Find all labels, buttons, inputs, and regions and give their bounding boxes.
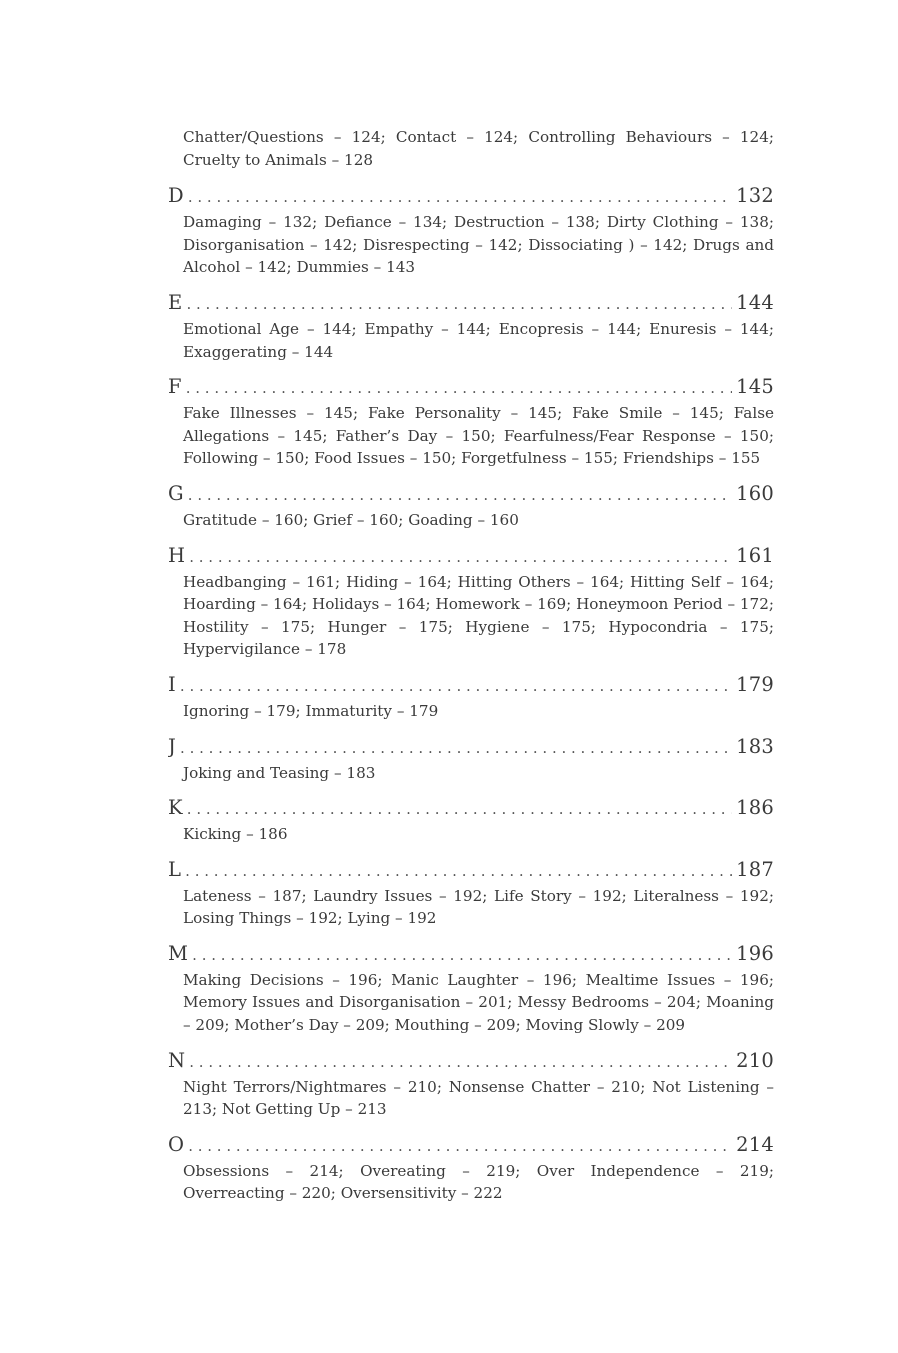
entry-page-number: 132 bbox=[736, 184, 774, 208]
entry-heading bbox=[168, 183, 774, 209]
index-entry-f bbox=[168, 374, 774, 470]
index-entry-g bbox=[168, 481, 774, 532]
entry-heading bbox=[168, 941, 774, 967]
dot-leader bbox=[189, 544, 732, 569]
index-entry-l bbox=[168, 857, 774, 930]
entry-page-number: 214 bbox=[736, 1132, 774, 1156]
entry-topics: Headbanging – 161; Hiding – 164; Hitting Others – 164; Hitting Self – 164; Hoarding – 164; Holidays – 164; Homework – 169; Honeymoon Period – 172; Hostility – 175; Hunger – 175; Hygiene – 175; Hypocondria – 175; Hypervigilance – 178 bbox=[183, 572, 774, 659]
entry-page-number: 145 bbox=[736, 375, 774, 399]
dot-leader bbox=[180, 673, 732, 698]
dot-leader bbox=[188, 482, 732, 507]
entry-letter: J bbox=[168, 734, 177, 758]
entry-heading bbox=[168, 374, 774, 400]
entry-topics: Making Decisions – 196; Manic Laughter – 196; Mealtime Issues – 196; Memory Issues and Disorganisation – 201; Messy Bedrooms – 204; Moaning – 209; Mother’s Day – 209; Mouthing – 209; Moving Slowly – 209 bbox=[183, 970, 774, 1035]
entry-heading bbox=[168, 857, 774, 883]
entry-topics: Emotional Age – 144; Empathy – 144; Encopresis – 144; Enuresis – 144; Exaggerating – 144 bbox=[183, 319, 774, 361]
entry-page-number: 186 bbox=[736, 796, 774, 820]
entry-letter: L bbox=[168, 857, 182, 881]
entry-topics: Fake Illnesses – 145; Fake Personality – 145; Fake Smile – 145; False Allegations – 145; Father’s Day – 150; Fearfulness/Fear Response – 150; Following – 150; Food Issues – 150; Forgetfulness – 155; Friendships – 155 bbox=[183, 404, 774, 468]
entry-letter: F bbox=[168, 375, 182, 399]
index-entry-k bbox=[168, 795, 774, 846]
continuation-topics: Chatter/Questions – 124; Contact – 124; Controlling Behaviours – 124; Cruelty to Animals – 128 bbox=[183, 128, 774, 169]
entry-page-number: 160 bbox=[736, 481, 774, 505]
index-entry-i bbox=[168, 672, 774, 723]
entry-letter: E bbox=[168, 290, 183, 314]
entry-letter: G bbox=[168, 481, 184, 505]
index-page bbox=[168, 126, 774, 1216]
entry-page-number: 161 bbox=[736, 543, 774, 567]
dot-leader bbox=[189, 1049, 732, 1074]
index-entry-d bbox=[168, 183, 774, 279]
entry-letter: O bbox=[168, 1132, 185, 1156]
entry-topics: Joking and Teasing – 183 bbox=[183, 763, 376, 782]
index-entry-o bbox=[168, 1132, 774, 1205]
entry-letter: K bbox=[168, 796, 183, 820]
entry-letter: D bbox=[168, 184, 184, 208]
dot-leader bbox=[188, 1133, 732, 1158]
entry-page-number: 144 bbox=[736, 290, 774, 314]
index-entry-j bbox=[168, 734, 774, 785]
entry-letter: N bbox=[168, 1048, 186, 1072]
dot-leader bbox=[186, 291, 732, 316]
dot-leader bbox=[186, 375, 732, 400]
index-entry-e bbox=[168, 290, 774, 363]
entry-heading bbox=[168, 672, 774, 698]
dot-leader bbox=[187, 796, 732, 821]
entry-topics: Obsessions – 214; Overeating – 219; Over Independence – 219; Overreacting – 220; Oversensitivity – 222 bbox=[183, 1161, 774, 1203]
entry-letter: M bbox=[168, 941, 189, 965]
entry-page-number: 210 bbox=[736, 1048, 774, 1072]
entry-topics: Gratitude – 160; Grief – 160; Goading – 160 bbox=[183, 510, 519, 529]
index-entry-n bbox=[168, 1048, 774, 1121]
entry-heading bbox=[168, 795, 774, 821]
entry-heading bbox=[168, 1132, 774, 1158]
index-entry-m bbox=[168, 941, 774, 1037]
entry-letter: I bbox=[168, 672, 176, 696]
entry-letter: H bbox=[168, 543, 186, 567]
dot-leader bbox=[192, 942, 732, 967]
entry-heading bbox=[168, 543, 774, 569]
entry-page-number: 179 bbox=[736, 672, 774, 696]
index-entry-h bbox=[168, 543, 774, 661]
entry-topics: Kicking – 186 bbox=[183, 825, 288, 844]
entry-topics: Damaging – 132; Defiance – 134; Destruction – 138; Dirty Clothing – 138; Disorganisation – 142; Disrespecting – 142; Dissociating ) – 142; Drugs and Alcohol – 142; Dummies – 143 bbox=[183, 213, 774, 277]
entry-topics: Ignoring – 179; Immaturity – 179 bbox=[183, 701, 439, 720]
entry-heading bbox=[168, 481, 774, 507]
dot-leader bbox=[188, 184, 732, 209]
entry-heading bbox=[168, 1048, 774, 1074]
entry-page-number: 187 bbox=[736, 857, 774, 881]
entry-heading bbox=[168, 290, 774, 316]
entry-page-number: 183 bbox=[736, 734, 774, 758]
dot-leader bbox=[185, 858, 732, 883]
dot-leader bbox=[180, 735, 732, 760]
entry-heading bbox=[168, 734, 774, 760]
entry-topics: Night Terrors/Nightmares – 210; Nonsense Chatter – 210; Not Listening – 213; Not Getting Up – 213 bbox=[183, 1077, 774, 1119]
entry-page-number: 196 bbox=[736, 941, 774, 965]
entry-topics: Lateness – 187; Laundry Issues – 192; Life Story – 192; Literalness – 192; Losing Things – 192; Lying – 192 bbox=[183, 886, 774, 928]
